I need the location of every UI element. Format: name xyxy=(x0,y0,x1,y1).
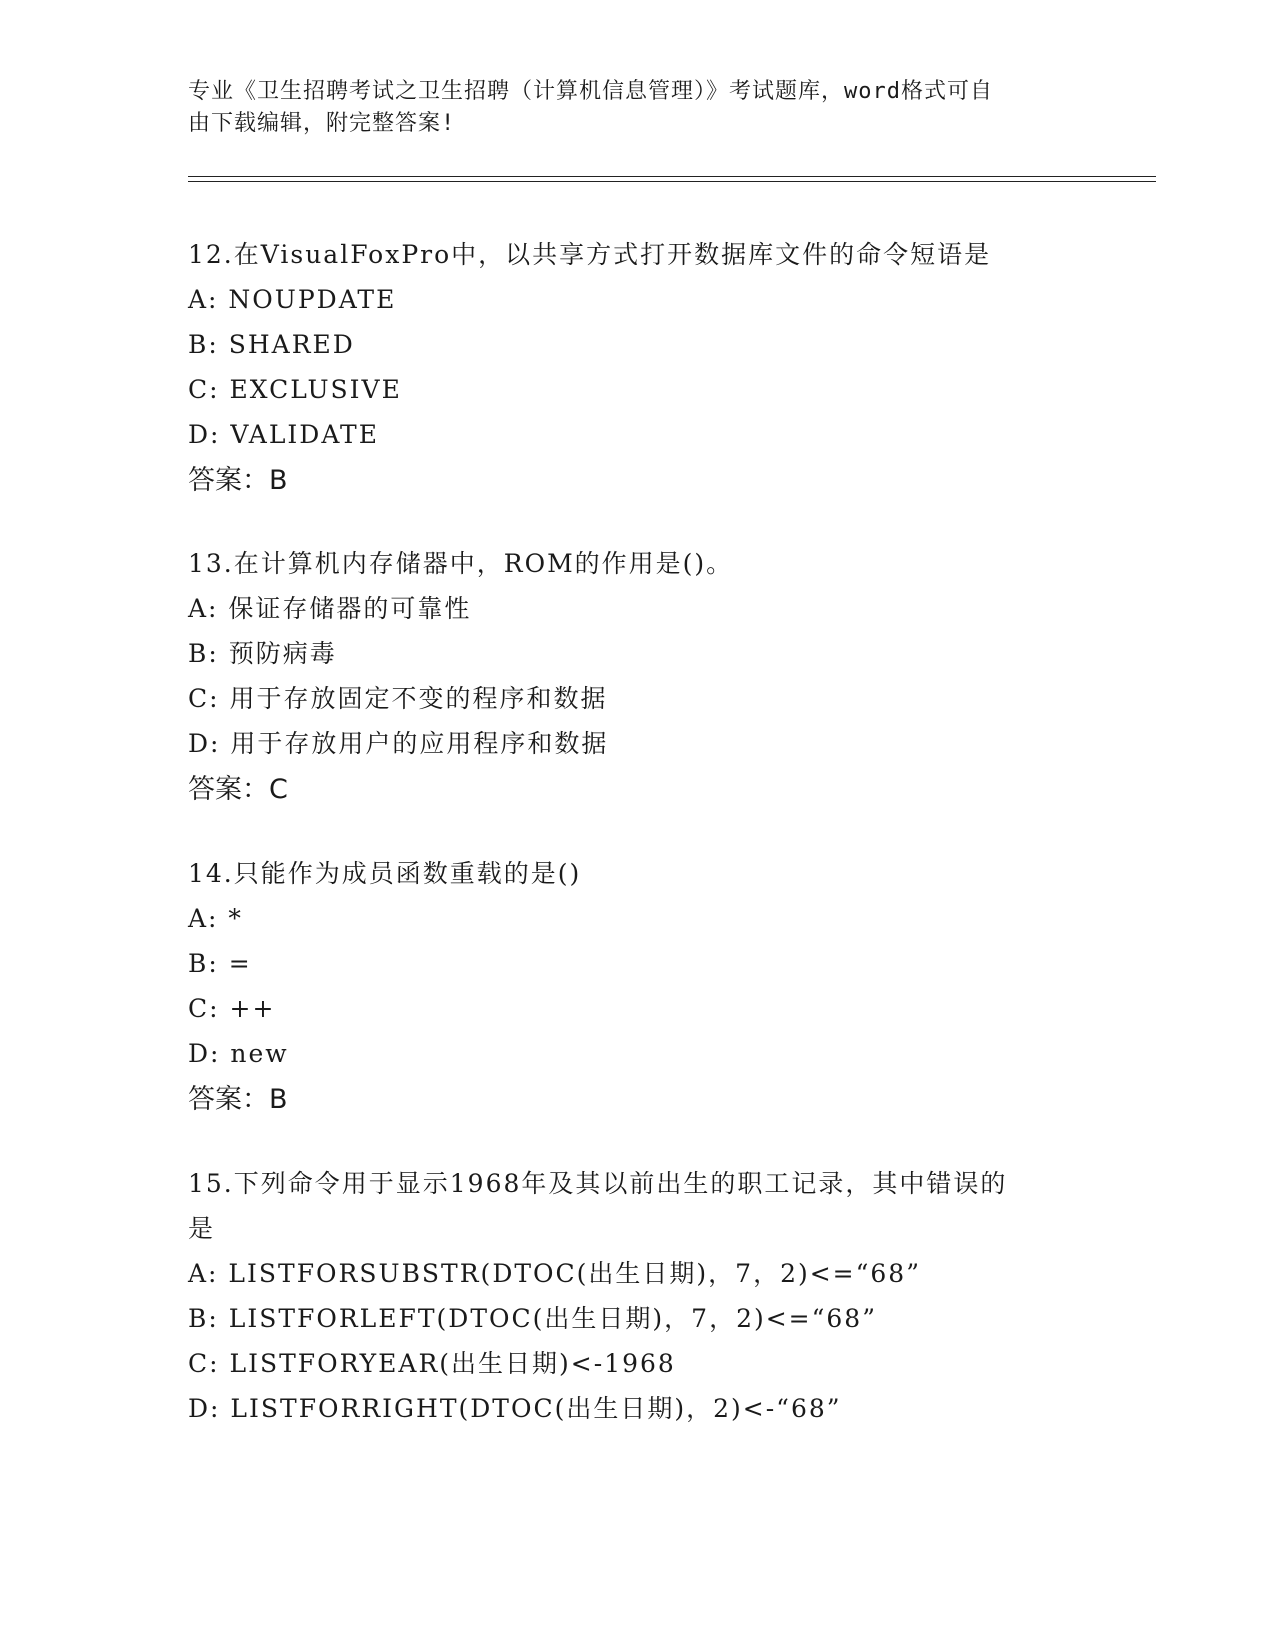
question-stem: 12.在VisualFoxPro中，以共享方式打开数据库文件的命令短语是 xyxy=(188,240,992,269)
option-d: D: new xyxy=(188,1039,289,1068)
option-c: C: 用于存放固定不变的程序和数据 xyxy=(188,684,608,713)
question-13 xyxy=(188,541,1108,812)
option-a: A: * xyxy=(188,904,243,933)
option-d: D: LISTFORRIGHT(DTOC(出生日期)，2)<-“68” xyxy=(188,1394,842,1423)
option-b: B: 预防病毒 xyxy=(188,639,337,668)
option-d: D: VALIDATE xyxy=(188,420,379,449)
option-c: C: ++ xyxy=(188,994,276,1023)
question-15 xyxy=(188,1161,1108,1431)
header-line-2: 由下载编辑，附完整答案! xyxy=(188,111,456,136)
option-a: A: NOUPDATE xyxy=(188,285,397,314)
option-c: C: LISTFORYEAR(出生日期)<-1968 xyxy=(188,1349,676,1378)
option-b: B: SHARED xyxy=(188,330,355,359)
option-b: B: LISTFORLEFT(DTOC(出生日期)，7，2)<=“68” xyxy=(188,1304,877,1333)
question-12 xyxy=(188,232,1108,503)
question-14 xyxy=(188,851,1108,1122)
header-divider-bottom xyxy=(188,181,1156,182)
question-stem-line-1: 15.下列命令用于显示1968年及其以前出生的职工记录，其中错误的 xyxy=(188,1169,1008,1198)
question-stem-line-2: 是 xyxy=(188,1214,216,1243)
question-stem: 13.在计算机内存储器中，ROM的作用是()。 xyxy=(188,549,734,578)
document-header xyxy=(188,76,1068,140)
option-b: B: = xyxy=(188,949,252,978)
answer: 答案：B xyxy=(188,1084,288,1115)
option-a: A: 保证存储器的可靠性 xyxy=(188,594,472,623)
header-divider-top xyxy=(188,176,1156,177)
question-stem: 14.只能作为成员函数重载的是() xyxy=(188,859,582,888)
option-a: A: LISTFORSUBSTR(DTOC(出生日期)，7，2)<=“68” xyxy=(188,1259,921,1288)
header-line-1: 专业《卫生招聘考试之卫生招聘（计算机信息管理）》考试题库，word格式可自 xyxy=(188,79,993,104)
option-d: D: 用于存放用户的应用程序和数据 xyxy=(188,729,609,758)
option-c: C: EXCLUSIVE xyxy=(188,375,402,404)
answer: 答案：C xyxy=(188,774,288,805)
answer: 答案：B xyxy=(188,465,288,496)
